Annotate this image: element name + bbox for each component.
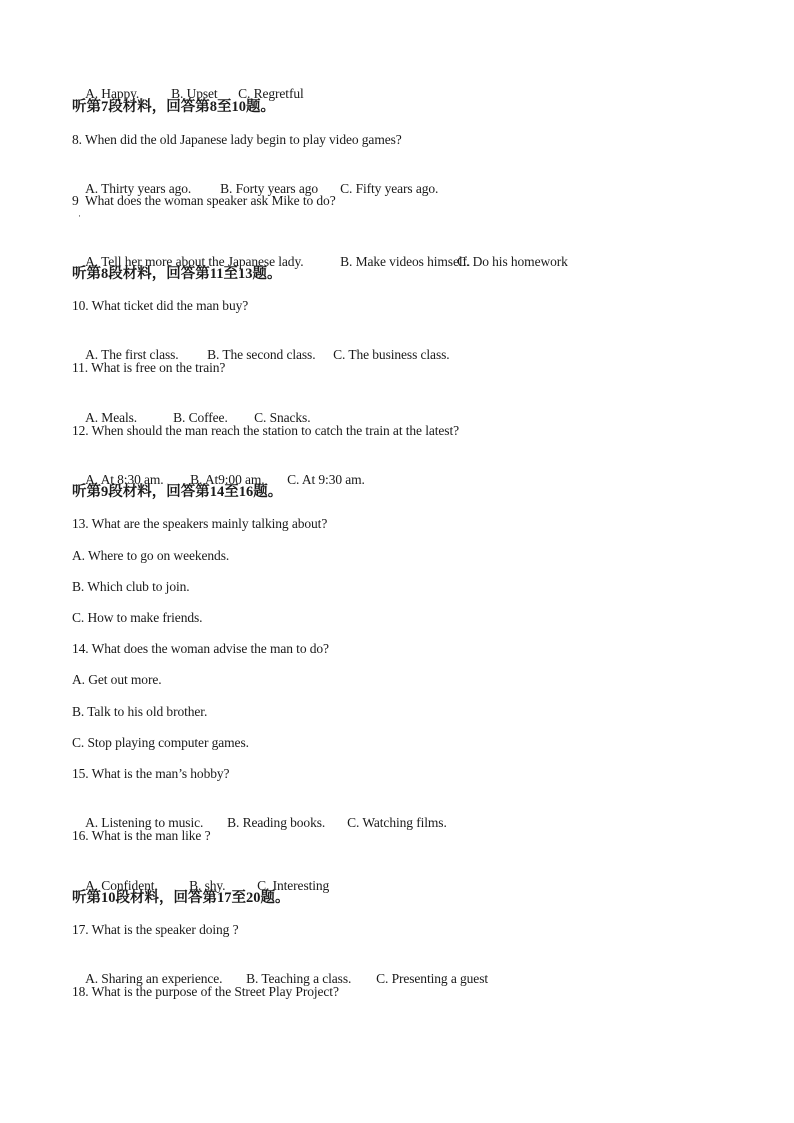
option-b: B. At9:00 am. bbox=[190, 472, 265, 487]
section-heading: 听第10段材料，回答第17至20题。 bbox=[72, 890, 290, 906]
question-text: 16. What is the man like ? bbox=[72, 828, 211, 843]
option-a: A. Confident. bbox=[85, 878, 158, 893]
answer-option: B. Which club to join. bbox=[72, 579, 190, 594]
answer-option: B. Talk to his old brother. bbox=[72, 704, 208, 719]
question-text: 9 What does the woman speaker ask Mike to do? bbox=[72, 193, 336, 208]
question-text: 8. When did the old Japanese lady begin to play video games? bbox=[72, 132, 402, 147]
option-a: A. Sharing an experience. bbox=[85, 971, 223, 986]
option-a: A. At 8:30 am. bbox=[85, 472, 164, 487]
option-c: C. Snacks. bbox=[254, 410, 311, 425]
option-b: B. Forty years ago bbox=[220, 181, 319, 196]
option-a: A. Meals. bbox=[85, 410, 138, 425]
option-b: B. shy. bbox=[189, 878, 226, 893]
stray-dot: · bbox=[78, 211, 81, 221]
option-b: B. Coffee. bbox=[173, 410, 228, 425]
option-c: C. Do his homework bbox=[457, 254, 568, 269]
section-heading: 听第9段材料，回答第14至16题。 bbox=[72, 484, 283, 500]
option-c: C. The business class. bbox=[333, 347, 450, 362]
answer-option: C. Stop playing computer games. bbox=[72, 735, 249, 750]
option-a: A. Thirty years ago. bbox=[85, 181, 192, 196]
option-b: B. The second class. bbox=[207, 347, 316, 362]
option-c: C. Regretful bbox=[238, 86, 304, 101]
section-heading: 听第8段材料，回答第11至13题。 bbox=[72, 266, 282, 282]
option-a: A. The first class. bbox=[85, 347, 179, 362]
question-text: 18. What is the purpose of the Street Play Project? bbox=[72, 984, 339, 999]
option-a: A. Tell her more about the Japanese lady. bbox=[85, 254, 304, 269]
question-text: 12. When should the man reach the station to catch the train at the latest? bbox=[72, 423, 459, 438]
question-text: 10. What ticket did the man buy? bbox=[72, 298, 249, 313]
question-text: 15. What is the man’s hobby? bbox=[72, 766, 230, 781]
option-c: C. Interesting bbox=[257, 878, 330, 893]
option-b: B. Teaching a class. bbox=[246, 971, 352, 986]
answer-option: A. Where to go on weekends. bbox=[72, 548, 230, 563]
question-text: 13. What are the speakers mainly talking about? bbox=[72, 516, 328, 531]
option-c: C. At 9:30 am. bbox=[287, 472, 365, 487]
option-b: B. Upset bbox=[171, 86, 218, 101]
answer-option: A. Get out more. bbox=[72, 672, 162, 687]
question-text: 14. What does the woman advise the man to do? bbox=[72, 641, 329, 656]
option-c: C. Presenting a guest bbox=[376, 971, 488, 986]
question-text: 11. What is free on the train? bbox=[72, 360, 226, 375]
option-c: C. Watching films. bbox=[347, 815, 447, 830]
section-heading: 听第7段材料，回答第8至10题。 bbox=[72, 99, 275, 115]
answer-option: C. How to make friends. bbox=[72, 610, 203, 625]
option-a: A. Happy. bbox=[85, 86, 140, 101]
option-a: A. Listening to music. bbox=[85, 815, 204, 830]
option-c: C. Fifty years ago. bbox=[340, 181, 439, 196]
question-text: 17. What is the speaker doing ? bbox=[72, 922, 239, 937]
option-b: B. Reading books. bbox=[227, 815, 326, 830]
option-b: B. Make videos himself. bbox=[340, 254, 471, 269]
